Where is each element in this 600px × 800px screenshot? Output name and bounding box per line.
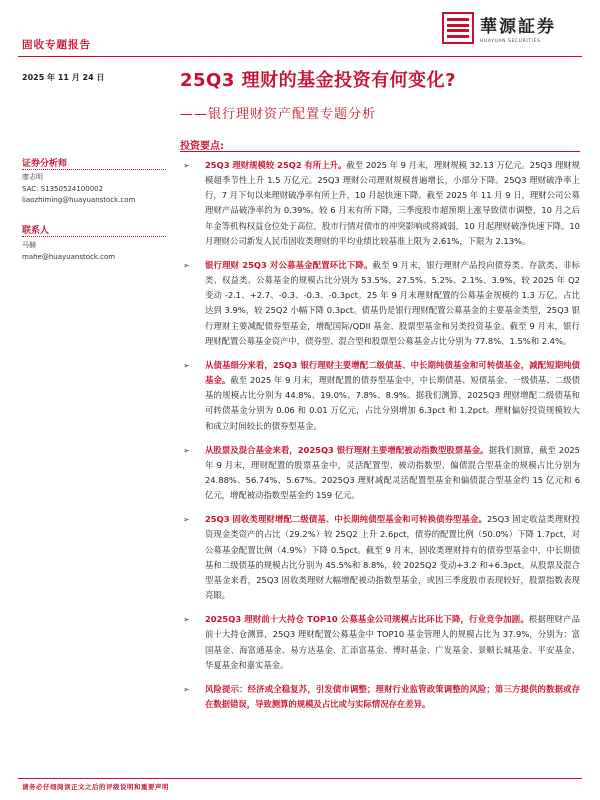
key-point	[180, 612, 580, 673]
arrow-icon: ➢	[183, 445, 190, 455]
arrow-icon: ➢	[183, 684, 190, 694]
key-point-lead: 2025Q3 理财前十大持仓 TOP10 公募基金公司规模占比环比下降，行业竞争加剧。	[205, 614, 529, 625]
report-subtitle: ——银行理财资产配置专题分析	[180, 107, 377, 122]
key-point-body: 截至 2025 年 9 月末，理财配置的债券型基金中，中长期债基、短债基金、一级债基、二级债基的规模占比分别为 44.8%、19.0%、7.8%、8.9%。据我们测算，2025Q3 理财增配二级债基和可转债基金分别为 0.06 和 0.01 万亿元，占比分别增加 6.3pct 和 1.2pct。理财偏好投资规模较大和成立时间较长的债券型基金。	[205, 375, 581, 431]
key-point-lead: 银行理财 25Q3 对公募基金配置环比下降。	[205, 259, 373, 270]
key-point	[180, 443, 580, 504]
analyst-rule	[22, 169, 166, 170]
key-point	[180, 358, 580, 434]
arrow-icon: ➢	[183, 161, 190, 170]
report-title: 25Q3 理财的基金投资有何变化?	[180, 70, 457, 91]
company-logo	[442, 12, 556, 44]
key-point-body: 据我们测算，截至 2025 年 9 月末，理财配置的股票基金中，灵活配置型、被动指数型、偏债混合型基金的规模占比分别为 24.88%、56.74%、5.67%。2025Q3 理财减配灵活配置型基金和偏债混合型基金约 15 亿元和 6 亿元，增配被动指数型基金约 159 亿元。	[205, 444, 580, 501]
key-point-lead: 从股票及混合基金来看，2025Q3 银行理财主要增配被动指数型股票基金。	[205, 444, 489, 455]
footer-divider	[18, 778, 582, 779]
logo-en-text: HUAYUAN SECURITIES	[480, 39, 541, 44]
key-point-body: 25Q3 固定收益类理财投资现金类资产的占比（29.2%）较 25Q2 上升 2.6pct，债券的配置比例（50.0%）下降 1.7pct，对公募基金配置比例（4.9%）下降 0.5pct。截至 9 月末，固收类理财持有的债券型基金中，中长期债基和二级债基的规模占比分别为 45.5%和 8.8%，较 2025Q2 变动+3.2 和+6.3pct。从股票及混合型基金来看，25Q3 固收类理财大幅增配被动指数型基金，或因三季度股市表现较好，股票指数表现亮眼。	[205, 514, 580, 601]
analyst-name: 廖志明	[22, 173, 43, 181]
arrow-icon: ➢	[183, 260, 190, 270]
key-point-body: 截至 2025 年 9 月末，理财规模 32.13 万亿元。25Q3 理财规模超季节性上升 1.5 万亿元。25Q3 理财公司理财规模普遍增长，小部分下降。25Q3 理财破净率上行，7 月下旬以来理财破净率有所上升，10 月起快速下降。截至 2025 年 11 月 9 日，理财公司公募理财产品破净率约为 0.39%。较 6 月末有所下降，三季度股市超预期上涨导致债市调整，10 月之后年金等机构权益仓位处于高位，股市行情对债市的冲突影响或将减弱，10 月起理财破净快速下降。10 月理财公司新发人民币固收类理财的平均业绩比较基准上限为 2.61%，下限为 2.13%。	[205, 160, 580, 246]
key-point	[180, 682, 580, 712]
contact-email[interactable]: mahe@huayuanstock.com	[22, 252, 116, 261]
key-points-heading: 投资要点:	[180, 141, 224, 152]
logo-cn-text: 華源証券	[480, 17, 556, 37]
key-points-rule	[180, 151, 580, 152]
analyst-heading: 证券分析师	[22, 159, 68, 169]
arrow-icon: ➢	[183, 615, 190, 625]
footer-disclaimer: 请务必仔细阅读正文之后的评级说明和重要声明	[22, 783, 169, 791]
analyst-sac: SAC: S1350524100002	[22, 184, 104, 193]
key-point-lead: 25Q3 固收类理财增配二级债基、中长期纯债型基金和可转换债券型基金。	[205, 514, 487, 525]
report-date: 2025 年 11 月 24 日	[22, 73, 105, 82]
arrow-icon: ➢	[183, 515, 190, 525]
logo-mark-icon	[442, 12, 474, 44]
key-point-body: 截至 9 月末，银行理财产品投向债券类、存款类、非标类、权益类、公募基金的规模占比分别为 53.5%、27.5%、5.2%、2.1%、3.9%，较 2025 年 Q2 变动 -2.1、+2.7、-0.3、-0.3、-0.3pct。25 年 9 月末理财配置的公募基金规模约 1.3 万亿，占比达到 3.9%，较 25Q2 小幅下降 0.3pct。债基仍是银行理财配置公募基金的主要基金类型，25Q3 银行理财主要减配债券型基金，增配国际/QDII 基金、股票型基金和另类投资基金。截至 9 月末，银行理财配置公募基金资产中，债券型、混合型和股票型公募基金占比分别为 77.8%、1.5%和 2.4%。	[205, 259, 580, 346]
key-point	[180, 158, 580, 249]
report-category: 固收专题报告	[22, 39, 91, 51]
key-point-lead: 从债基细分来看，25Q3 银行理财主要增配二级债基、中长期纯债基金和可转债基金，减配短期纯债基金。	[205, 359, 580, 386]
key-point-lead: 25Q3 理财规模较 25Q2 有所上升。	[205, 160, 347, 170]
key-point-lead: 风险提示：经济或全稳复苏，引发债市调整；理财行业监管政策调整的风险；第三方提供的数据或存在数据错误，导致测算的规模及占比或与实际情况存在差异。	[205, 683, 580, 709]
key-point	[180, 512, 580, 603]
key-points-list	[180, 158, 580, 721]
contact-heading: 联系人	[22, 226, 50, 236]
header-divider	[18, 56, 582, 57]
key-point	[180, 258, 580, 349]
key-point-body: 根据理财产品前十大持仓测算，25Q3 理财配置公募基金中 TOP10 基金管理人的规模占比为 37.9%，分别为：富国基金、海富通基金、易方达基金、汇添富基金、博时基金、广发基金、景顺长城基金、平安基金、华夏基金和嘉实基金。	[205, 614, 580, 670]
analyst-email[interactable]: liaozhiming@huayuanstock.com	[22, 196, 136, 204]
contact-rule	[22, 236, 166, 237]
arrow-icon: ➢	[183, 360, 190, 370]
contact-name: 马赫	[22, 241, 36, 249]
